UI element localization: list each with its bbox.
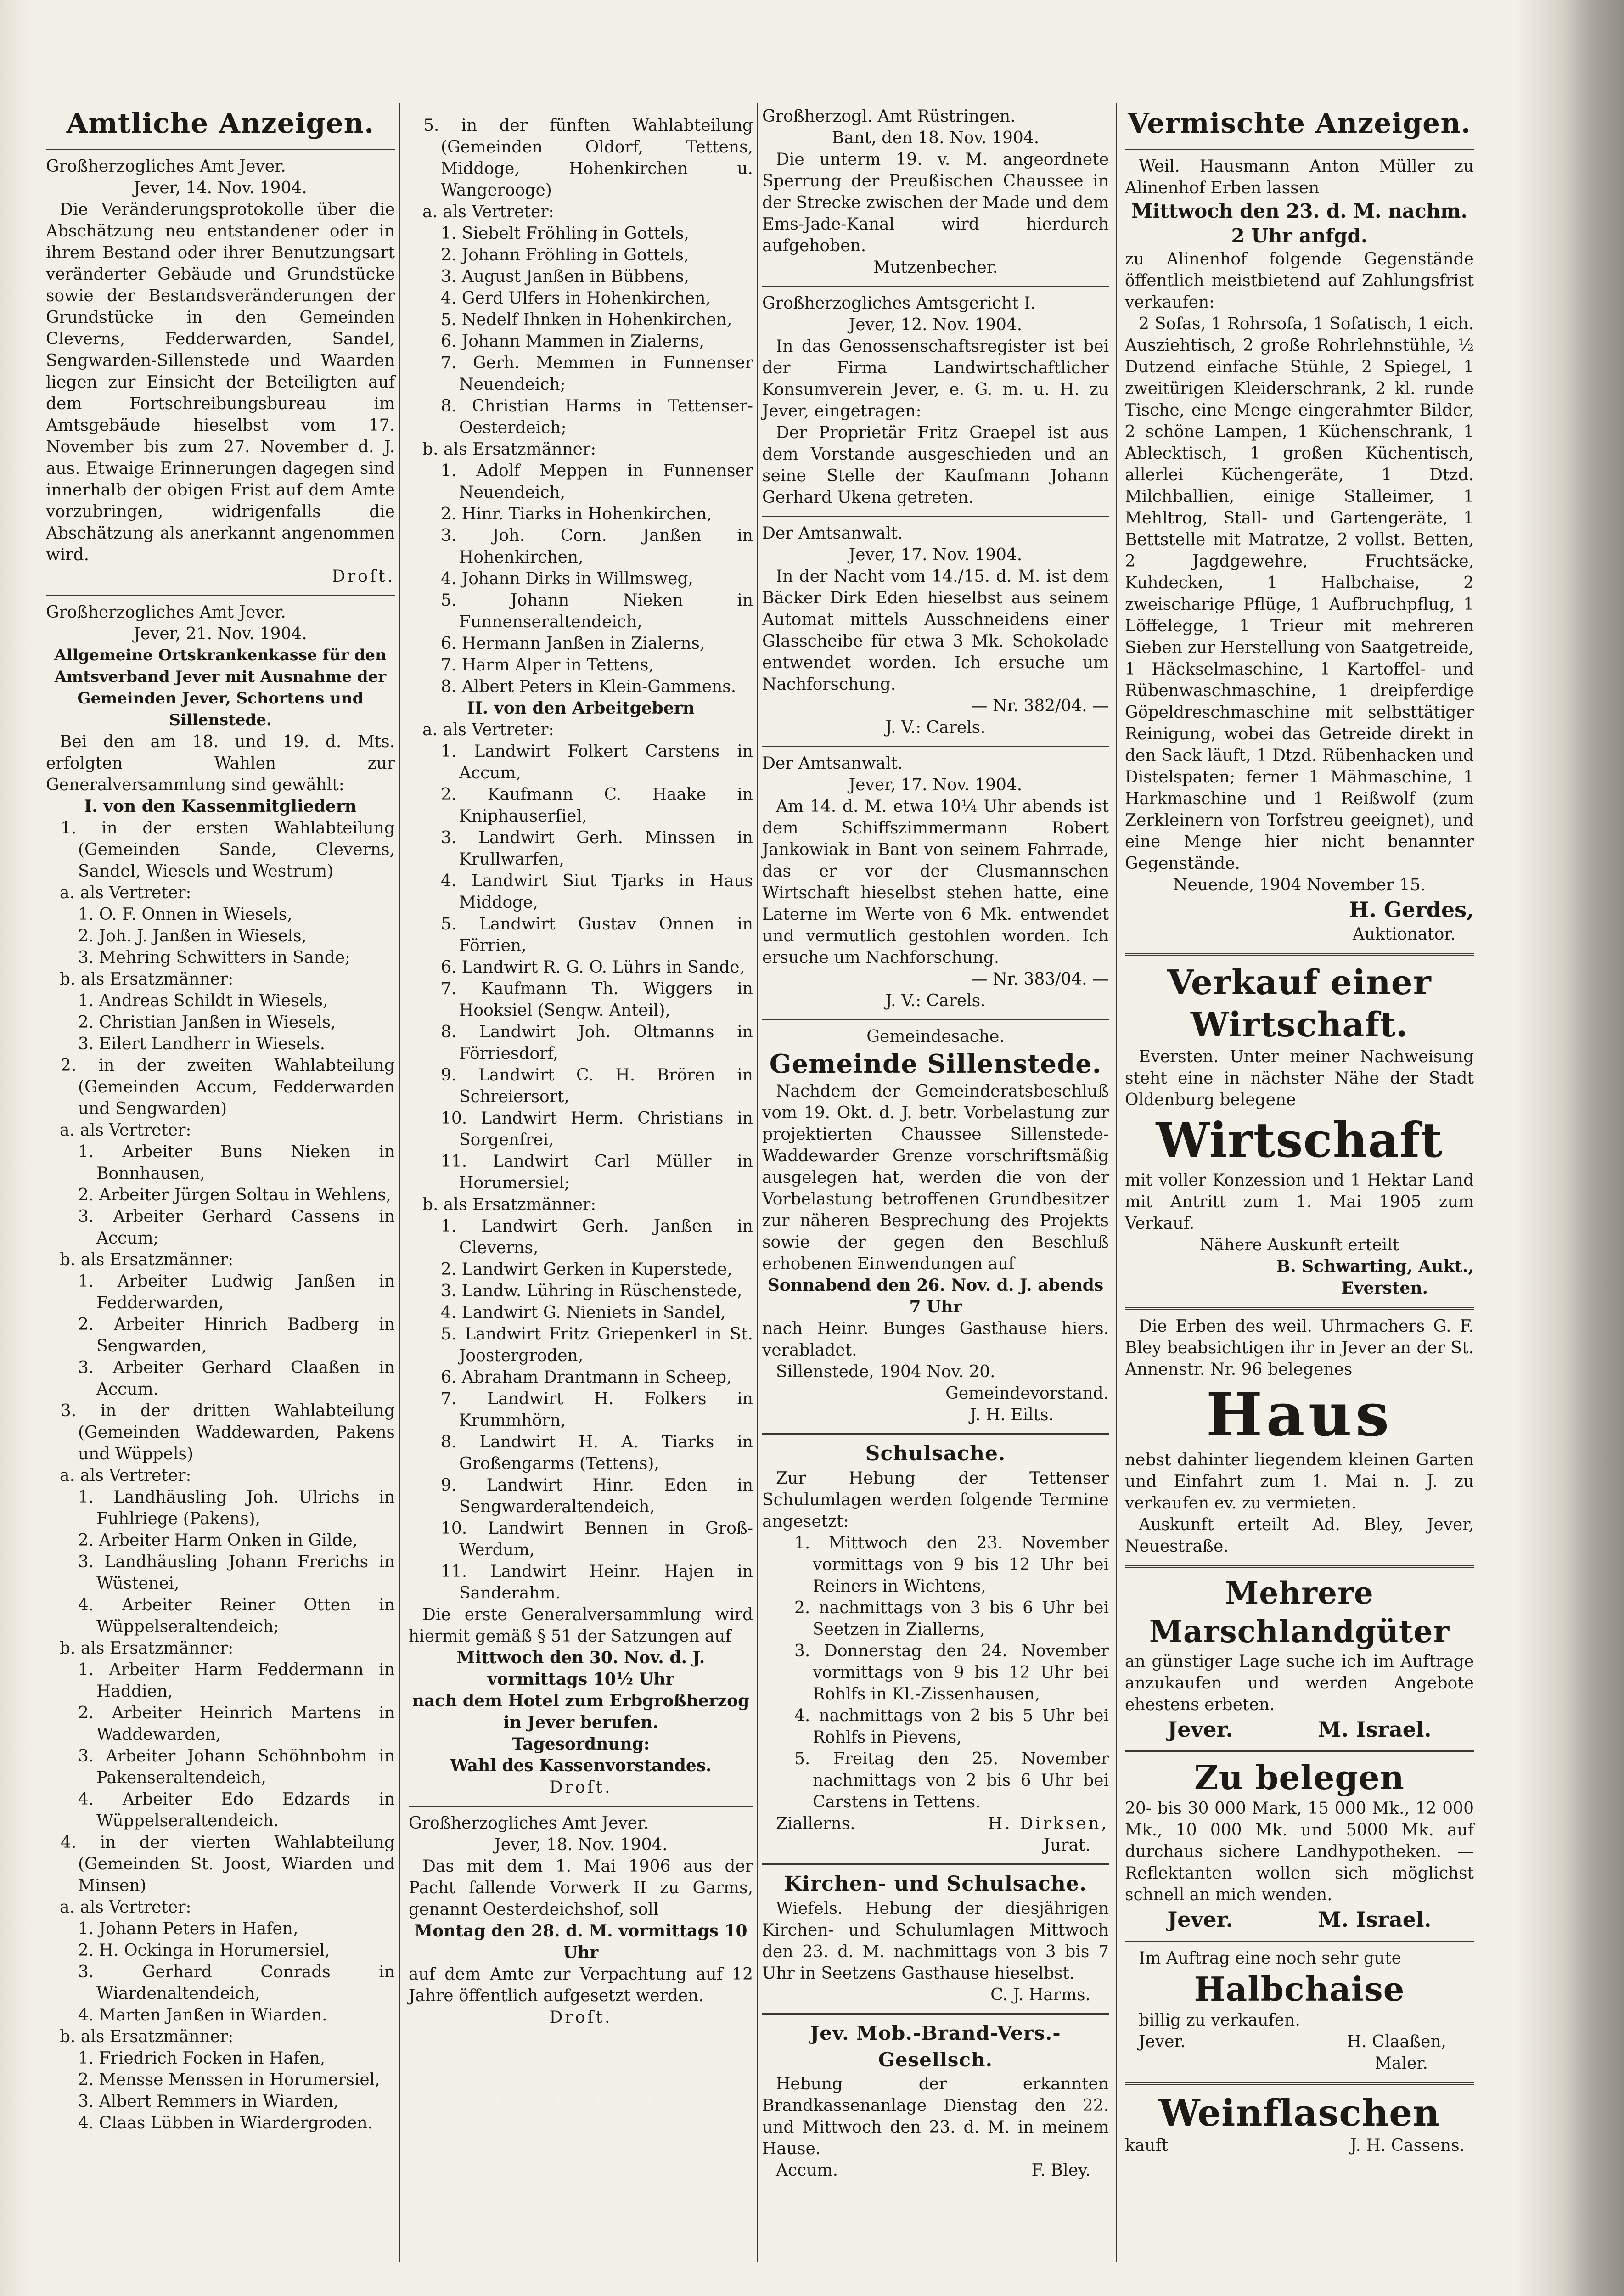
- list-item: 6. Johann Mammen in Zialerns,: [441, 332, 705, 351]
- list-item: 4. Johann Dirks in Willmsweg,: [441, 569, 693, 588]
- list-item: 2. Landwirt Gerken in Kuperstede,: [441, 1260, 732, 1279]
- list-item: 6. Landwirt R. G. O. Lührs in Sande,: [441, 958, 745, 977]
- list-item: 5. Freitag den 25. November nachmittags von 2 bis 6 Uhr bei Carstens in Tettens.: [794, 1750, 1109, 1812]
- divider: [1125, 2082, 1474, 2085]
- list-item: 2. H. Ockinga in Horumersiel,: [78, 1941, 330, 1960]
- list-item: 5. Landwirt Fritz Griepenkerl in St. Joostergroden,: [441, 1325, 753, 1365]
- role-label: a. als Vertreter:: [60, 1121, 191, 1140]
- notice-authority: Großherzogliches Amtsgericht I.: [762, 294, 1036, 313]
- notice-place: Ziallerns.: [776, 1814, 855, 1833]
- notice-intro: Zur Hebung der Tettenser Schulumlagen werden folgende Termine angesetzt:: [762, 1469, 1109, 1531]
- ad-body: nebst dahinter liegendem kleinen Garten und Einfahrt zum 1. Mai n. J. zu verkaufen ev. zu vermieten.: [1125, 1451, 1474, 1513]
- notice-authority: Der Amtsanwalt.: [762, 524, 903, 543]
- ad-role: Auktionator.: [1352, 925, 1455, 944]
- ad-headline: Haus: [1206, 1379, 1393, 1450]
- divider: [762, 1863, 1109, 1865]
- notice-signature: Droſt.: [549, 2008, 613, 2027]
- list-item: 2. Joh. J. Janßen in Wiesels,: [78, 927, 307, 945]
- notice-body: Das mit dem 1. Mai 1906 aus der Pacht fallende Vorwerk II zu Garms, genannt Oesterdeichshof, soll: [409, 1857, 753, 1919]
- divider: [762, 286, 1109, 287]
- ad-role: Maler.: [1375, 2054, 1428, 2073]
- ad-title: Wirtschaft.: [1190, 1005, 1409, 1045]
- list-item: 4. nachmittags von 2 bis 5 Uhr bei Rohlfs in Pievens,: [794, 1706, 1109, 1747]
- notice-body: Nachdem der Gemeinderatsbeschluß vom 19. Okt. d. J. betr. Vorbelastung zur projektierten Chaussee Sillenstede-Waddewarder Grenze vorschriftsmäßig ausgelegen hat, werden die von der Vorbelastung betroffenen Grundbesitzer zur näheren Besprechung des Projekts sowie der gegen den Beschluß erhobenen Einwendungen auf: [762, 1082, 1109, 1273]
- list-item: 1. Siebelt Fröhling in Gottels,: [441, 224, 690, 243]
- notice-category: Schulsache.: [865, 1442, 1006, 1465]
- list-item: 1. Landwirt Gerh. Janßen in Cleverns,: [441, 1217, 753, 1257]
- ad-body: mit voller Konzession und 1 Hektar Land mit Antritt zum 1. Mai 1905 zum Verkauf.: [1125, 1171, 1474, 1233]
- divider: [409, 1806, 753, 1807]
- divider: [762, 746, 1109, 747]
- ad-body: an günstiger Lage suche ich im Auftrage anzukaufen und werden Angebote ehestens erbeten.: [1125, 1652, 1474, 1714]
- list-item: 2. Mensse Menssen in Horumersiel,: [78, 2071, 380, 2089]
- notice-authority: Großherzogliches Amt Jever.: [46, 157, 286, 176]
- ad-body: billig zu verkaufen.: [1139, 2011, 1300, 2030]
- list-item: 4. Marten Janßen in Wiarden.: [78, 2006, 327, 2025]
- role-label: a. als Vertreter:: [60, 884, 191, 902]
- role-label: b. als Ersatzmänner:: [60, 970, 234, 989]
- divider: [1125, 1565, 1474, 1568]
- list-item: 5. Nedelf Ihnken in Hohenkirchen,: [441, 310, 732, 329]
- list-item: 4. Arbeiter Reiner Otten in Wüppelseraltendeich;: [78, 1596, 395, 1636]
- agenda-label: Tagesordnung:: [511, 1734, 650, 1754]
- notice-place: Accum.: [776, 2161, 838, 2180]
- ad-date: Mittwoch den 23. d. M. nachm. 2 Uhr anfgd.: [1131, 200, 1468, 247]
- notice-signature: Droſt.: [549, 1778, 613, 1797]
- ad-headline: Wirtschaft: [1156, 1112, 1443, 1168]
- list-item: 8. Christian Harms in Tettenser-Oesterdeich;: [441, 397, 753, 437]
- notice-dateline: Bant, den 18. Nov. 1904.: [832, 129, 1040, 147]
- notice-authority: Der Amtsanwalt.: [762, 754, 903, 773]
- role-label: b. als Ersatzmänner:: [60, 1250, 234, 1269]
- list-item: 3. Landwirt Gerh. Minssen in Krullwarfen,: [441, 828, 753, 869]
- list-item: 6. Hermann Janßen in Zialerns,: [441, 634, 705, 653]
- notice-reference: — Nr. 383/04. —: [971, 970, 1109, 989]
- list-item: 2. Kaufmann C. Haake in Kniphauserſiel,: [441, 785, 753, 826]
- group-heading: 5. in der fünften Wahlabteilung (Gemeinden Oldorf, Tettens, Middoge, Hohenkirchen u. Wangerooge): [423, 116, 753, 200]
- list-item: 1. Friedrich Focken in Hafen,: [78, 2049, 326, 2068]
- list-item: 2. Johann Fröhling in Gottels,: [441, 246, 689, 264]
- list-item: 3. Arbeiter Gerhard Cassens in Accum;: [78, 1207, 395, 1248]
- notice-category: Jev. Mob.-Brand-Vers.-Gesellsch.: [810, 2022, 1061, 2071]
- group-heading: 2. in der zweiten Wahlabteilung (Gemeinden Accum, Fedderwarden und Sengwarden): [61, 1056, 395, 1118]
- ad-body: kauft: [1125, 2136, 1169, 2155]
- list-item: 7. Harm Alper in Tettens,: [441, 656, 654, 675]
- notice-category: Gemeindesache.: [866, 1027, 1005, 1046]
- ad-signature: M. Israel.: [1318, 1907, 1432, 1932]
- list-item: 4. Landwirt G. Nieniets in Sandel,: [441, 1303, 726, 1322]
- list-item: 3. Landw. Lühring in Rüschenstede,: [441, 1282, 742, 1300]
- divider: [762, 2013, 1109, 2015]
- notice-body: Am 14. d. M. etwa 10¼ Uhr abends ist dem Schiffszimmermann Robert Jankowiak in Bant von seinem Fahrrade, das er vor der Clusmannschen Wirtschaft hieselbst stehen hatte, eine Laterne im Werte von 6 Mk. entwendet und vermutlich gestohlen worden. Ich ersuche um Nachforschung.: [762, 797, 1109, 967]
- list-item: 3. Donnerstag den 24. November vormittags von 9 bis 12 Uhr bei Rohlfs in Kl.-Zissenhausen,: [794, 1642, 1109, 1704]
- column-rule: [399, 103, 400, 2262]
- list-item: 2. nachmittags von 3 bis 6 Uhr bei Seetzen in Ziallerns,: [794, 1598, 1109, 1639]
- ad-title: Verkauf einer: [1167, 963, 1432, 1002]
- column-2: [409, 115, 753, 2028]
- list-item: 1. Adolf Meppen in Funnenser Neuendeich,: [441, 461, 753, 502]
- notice-authority: Großherzogl. Amt Rüstringen.: [762, 107, 1016, 126]
- ad-title: Mehrere: [1225, 1575, 1374, 1611]
- divider: [46, 595, 395, 596]
- ad-body: 2 Sofas, 1 Rohrsofa, 1 Sofatisch, 1 eich. Ausziehtisch, 2 große Rohrlehnstühle, ½ Dutzend einfache Stühle, 2 Spiegel, 1 zweitürigen Kleiderschrank, 2 kl. runde Tische, eine Menge eingerahmter Bilder, 2 schöne Lampen, 1 Küchenschrank, 1 Ablecktisch, 1 großen Küchentisch, allerlei Küchengeräte, 1 Dtzd. Milchballien, einige Stalleimer, 1 Mehltrog, Stall- und Gartengeräte, 1 Bettstelle mit Matratze, 2 vollst. Betten, 2 Jagdgewehre, Fruchtsäcke, Kuhdecken, 1 Halbchaise, 2 zweischarige Pflüge, 1 Aufbruchpflug, 1 Löffelegge, 1 Trieur mit mehreren Sieben zur Herstellung von Saatgetreide, 1 Häckselmaschine, 1 Kartoffel- und Rübenwaschmaschine, 1 dreipferdige Göpeldreschmaschine mit selbsttätiger Reinigung, wobei das Getreide direkt in den Sack läuft, 1 Dtzd. Rübenhacken und Distelspaten; ferner 1 Mähmaschine, 1 Harkmaschine und 1 Reißwolf (zum Zerkleinern von Torfstreu geeignet), und eine Menge hier nicht benannter Gegenstände.: [1125, 315, 1474, 873]
- ad-place: Jever.: [1167, 1907, 1233, 1932]
- notice-title: Gemeinde Sillenstede.: [769, 1049, 1102, 1079]
- notice-dateline: Jever, 18. Nov. 1904.: [494, 1835, 668, 1854]
- notice-body: auf dem Amte zur Verpachtung auf 12 Jahre öffentlich aufgesetzt werden.: [409, 1965, 753, 2005]
- notice-authority: Großherzogliches Amt Jever.: [46, 603, 286, 622]
- list-item: 3. Eilert Landherr in Wiesels.: [78, 1035, 326, 1053]
- column-rule: [757, 103, 758, 2262]
- list-item: 5. Landwirt Gustav Onnen in Förrien,: [441, 915, 753, 955]
- list-item: 1. Johann Peters in Hafen,: [78, 1919, 298, 1938]
- ad-title: Marschlandgüter: [1149, 1614, 1450, 1649]
- notice-authority: Großherzogliches Amt Jever.: [409, 1814, 649, 1833]
- ad-signature: H. Claaßen,: [1347, 2032, 1446, 2051]
- list-item: 3. Mehring Schwitters in Sande;: [78, 948, 351, 967]
- list-item: 8. Landwirt H. A. Tiarks in Großengarms (Tettens),: [441, 1433, 753, 1473]
- list-item: 4. Landwirt Siut Tjarks in Haus Middoge,: [441, 872, 753, 912]
- list-item: 9. Landwirt C. H. Brören in Schreiersort,: [441, 1066, 753, 1106]
- notice-body: In das Genossenschaftsregister ist bei der Firma Landwirtschaftlicher Konsumverein Jever, e. G. m. u. H. zu Jever, eingetragen:: [762, 337, 1109, 421]
- divider: [762, 516, 1109, 517]
- role-label: a. als Vertreter:: [60, 1898, 191, 1917]
- list-item: 2. Hinr. Tiarks in Hohenkirchen,: [441, 505, 712, 523]
- ad-place: Eversten.: [1341, 1278, 1428, 1298]
- ad-info: Auskunft erteilt Ad. Bley, Jever, Neuestraße.: [1125, 1515, 1474, 1556]
- ad-info: Nähere Auskunft erteilt: [1199, 1236, 1399, 1255]
- notice-signature: Mutzenbecher.: [873, 258, 998, 277]
- ad-headline: Halbchaise: [1194, 1970, 1405, 2009]
- notice-body: Die Veränderungsprotokolle über die Abschätzung neu entstandener oder in ihrem Bestand oder ihrer Benutzungsart veränderter Gebäude und Grundstücke sowie der Bestandsveränderungen der Grundstücke in den Gemeinden Cleverns, Fedderwarden, Sandel, Sengwarden-Sillenstede und Waarden liegen zur Einsicht der Beteiligten auf dem Fortschreibungsbureau im Amtsgebäude hieselbst vom 17. November bis zum 27. November d. J. aus. Etwaige Erinnerungen dagegen sind innerhalb der obigen Frist auf dem Amte vorzubringen, widrigenfalls die Abschätzung als anerkannt angenommen wird.: [46, 200, 395, 564]
- notice-dateline: Jever, 21. Nov. 1904.: [134, 625, 307, 643]
- notice-body: nach Heinr. Bunges Gasthause hiers. verabladet.: [762, 1319, 1109, 1360]
- list-item: 9. Landwirt Hinr. Eden in Sengwarderaltendeich,: [441, 1476, 753, 1516]
- list-item: 4. Arbeiter Edo Edzards in Wüppelseraltendeich.: [78, 1790, 395, 1830]
- notice-signature: J. V.: Carels.: [885, 718, 986, 737]
- assembly-notice: Die erste Generalversammlung wird hiermit gemäß § 51 der Satzungen auf: [409, 1605, 753, 1646]
- notice-signature: Droſt.: [332, 567, 395, 586]
- notice-body: Wiefels. Hebung der diesjährigen Kirchen- und Schulumlagen Mittwoch den 23. d. M. nachmittags von 3 bis 7 Uhr in Seetzens Gasthause hieselbst.: [762, 1899, 1109, 1983]
- notice-dateline: Jever, 17. Nov. 1904.: [849, 546, 1023, 564]
- list-item: 3. Albert Remmers in Wiarden,: [78, 2092, 339, 2111]
- divider: [46, 149, 395, 150]
- list-item: 4. Gerd Ulfers in Hohenkirchen,: [441, 289, 711, 308]
- ad-signature: B. Schwarting, Aukt.,: [1276, 1257, 1474, 1276]
- ad-dateline: Neuende, 1904 November 15.: [1173, 876, 1426, 895]
- list-item: 1. Landhäusling Joh. Ulrichs in Fuhlriege (Pakens),: [78, 1488, 395, 1528]
- role-label: a. als Vertreter:: [60, 1466, 191, 1485]
- divider: [1125, 1307, 1474, 1310]
- subsection-heading: I. von den Kassenmitgliedern: [84, 797, 357, 816]
- list-item: 2. Arbeiter Harm Onken in Gilde,: [78, 1531, 358, 1550]
- role-label: b. als Ersatzmänner:: [60, 1639, 234, 1658]
- column-rule: [1116, 103, 1117, 2262]
- role-label: b. als Ersatzmänner:: [422, 440, 596, 459]
- list-item: 3. August Janßen in Bübbens,: [441, 267, 689, 286]
- ad-title: Weinflaschen: [1158, 2091, 1440, 2134]
- subsection-heading: II. von den Arbeitgebern: [467, 698, 695, 718]
- section-heading-misc: Vermischte Anzeigen.: [1128, 107, 1471, 140]
- notice-reference: — Nr. 382/04. —: [971, 697, 1109, 715]
- divider: [1125, 1941, 1474, 1942]
- agenda-item: Wahl des Kassenvorstandes.: [450, 1756, 712, 1775]
- list-item: 8. Landwirt Joh. Oltmanns in Förriesdorf,: [441, 1023, 753, 1063]
- divider: [1125, 953, 1474, 956]
- list-item: 1. Arbeiter Harm Feddermann in Haddien,: [78, 1660, 395, 1701]
- list-item: 10. Landwirt Bennen in Groß-Werdum,: [441, 1519, 753, 1559]
- list-item: 7. Landwirt H. Folkers in Krummhörn,: [441, 1390, 753, 1430]
- notice-dateline: Sillenstede, 1904 Nov. 20.: [776, 1362, 995, 1381]
- ad-signature: M. Israel.: [1318, 1717, 1432, 1742]
- list-item: 1. Andreas Schildt in Wiesels,: [78, 991, 328, 1010]
- notice-dateline: Jever, 12. Nov. 1904.: [849, 315, 1023, 334]
- list-item: 11. Landwirt Carl Müller in Horumersiel;: [441, 1152, 753, 1193]
- list-item: 2. Arbeiter Jürgen Soltau in Wehlens,: [78, 1186, 392, 1204]
- list-item: 5. Johann Nieken in Funnenseraltendeich,: [441, 591, 753, 631]
- role-label: b. als Ersatzmänner:: [422, 1195, 596, 1214]
- ad-body: Die Erben des weil. Uhrmachers G. F. Bley beabsichtigen ihr in Jever an der St. Annenstr. Nr. 96 belegenes: [1125, 1317, 1474, 1379]
- role-label: b. als Ersatzmänner:: [60, 2027, 234, 2046]
- section-heading-official: Amtliche Anzeigen.: [66, 107, 375, 140]
- list-item: 11. Landwirt Heinr. Hajen in Sanderahm.: [441, 1562, 753, 1603]
- ad-body: Eversten. Unter meiner Nachweisung steht eine in nächster Nähe der Stadt Oldenburg belegene: [1125, 1047, 1474, 1109]
- list-item: 3. Arbeiter Johann Schöhnbohm in Pakenseraltendeich,: [78, 1747, 395, 1787]
- ad-body: zu Alinenhof folgende Gegenstände öffentlich meistbietend auf Zahlungsfrist verkaufen:: [1125, 250, 1474, 312]
- list-item: 3. Arbeiter Gerhard Claaßen in Accum.: [78, 1358, 395, 1399]
- group-heading: 3. in der dritten Wahlabteilung (Gemeinden Waddewarden, Pakens und Wüppels): [61, 1401, 395, 1463]
- list-item: 3. Gerhard Conrads in Wiardenaltendeich,: [78, 1963, 395, 2003]
- notice-date: Montag den 28. d. M. vormittags 10 Uhr: [414, 1921, 747, 1962]
- notice-intro: Bei den am 18. und 19. d. Mts. erfolgten Wahlen zur Generalversammlung sind gewählt:: [46, 732, 395, 794]
- notice-body: Die unterm 19. v. M. angeordnete Sperrung der Preußischen Chaussee in der Strecke zwischen der Made und dem Ems-Jade-Kanal wird hierdurch aufgehoben.: [762, 150, 1109, 255]
- list-item: 2. Arbeiter Hinrich Badberg in Sengwarden,: [78, 1315, 395, 1356]
- notice-signature: J. H. Eilts.: [970, 1406, 1054, 1424]
- divider: [1125, 1750, 1474, 1752]
- notice-body: Hebung der erkannten Brandkassenanlage Dienstag den 22. und Mittwoch den 23. d. M. in meinem Hause.: [762, 2075, 1109, 2158]
- group-heading: 4. in der vierten Wahlabteilung (Gemeinden St. Joost, Wiarden und Minsen): [61, 1833, 395, 1895]
- list-item: 1. Mittwoch den 23. November vormittags von 9 bis 12 Uhr bei Reiners in Wichtens,: [794, 1534, 1109, 1596]
- notice-signature: Gemeindevorstand.: [945, 1384, 1109, 1403]
- notice-category: Kirchen- und Schulsache.: [784, 1872, 1087, 1896]
- list-item: 6. Abraham Drantmann in Scheep,: [441, 1368, 732, 1387]
- role-label: a. als Vertreter:: [422, 203, 554, 221]
- ad-title: Zu belegen: [1194, 1758, 1405, 1797]
- list-item: 3. Landhäusling Johann Frerichs in Wüstenei,: [78, 1553, 395, 1593]
- divider: [762, 1433, 1109, 1435]
- notice-role: Jurat.: [1043, 1836, 1090, 1855]
- list-item: 1. Arbeiter Ludwig Janßen in Fedderwarden,: [78, 1272, 395, 1312]
- list-item: 1. Landwirt Folkert Carstens in Accum,: [441, 742, 753, 782]
- ad-place: Jever.: [1139, 2032, 1186, 2051]
- notice-signature: H. Dirksen,: [988, 1814, 1109, 1833]
- notice-dateline: Jever, 14. Nov. 1904.: [134, 179, 307, 197]
- list-item: 10. Landwirt Herm. Christians in Sorgenfrei,: [441, 1109, 753, 1149]
- list-item: 1. Arbeiter Buns Nieken in Bonnhausen,: [78, 1142, 395, 1183]
- divider: [1125, 149, 1474, 150]
- notice-dateline: Jever, 17. Nov. 1904.: [849, 776, 1023, 794]
- ad-body: Im Auftrag eine noch sehr gute: [1139, 1949, 1401, 1968]
- list-item: 7. Gerh. Memmen in Funnenser Neuendeich;: [441, 354, 753, 394]
- list-item: 4. Claas Lübben in Wiardergroden.: [78, 2114, 373, 2133]
- assembly-date: Mittwoch den 30. Nov. d. J. vormittags 10½ Uhr: [456, 1648, 705, 1689]
- notice-signature: J. V.: Carels.: [885, 991, 986, 1010]
- notice-date: Sonnabend den 26. Nov. d. J. abends 7 Uhr: [767, 1276, 1104, 1317]
- ad-place: Jever.: [1167, 1717, 1233, 1742]
- notice-title: Allgemeine Ortskrankenkasse für den Amtsverband Jever mit Ausnahme der Gemeinden Jever, Schortens und Sillenstede.: [54, 646, 387, 729]
- list-item: 1. O. F. Onnen in Wiesels,: [78, 905, 292, 924]
- ad-signature: H. Gerdes,: [1349, 897, 1474, 922]
- list-item: 2. Christian Janßen in Wiesels,: [78, 1013, 336, 1032]
- notice-signature: F. Bley.: [1031, 2161, 1090, 2180]
- notice-body: Der Proprietär Fritz Graepel ist aus dem Vorstande ausgeschieden und an seine Stelle der Kaufmann Johann Gerhard Ukena getreten.: [762, 423, 1109, 507]
- column-4: [1125, 106, 1474, 2156]
- column-3: [762, 106, 1109, 2181]
- list-item: 3. Joh. Corn. Janßen in Hohenkirchen,: [441, 526, 753, 567]
- divider: [762, 1019, 1109, 1020]
- group-heading: 1. in der ersten Wahlabteilung (Gemeinden Sande, Cleverns, Sandel, Wiesels und Westrum): [61, 819, 395, 881]
- ad-intro: Weil. Hausmann Anton Müller zu Alinenhof Erben lassen: [1125, 157, 1474, 197]
- list-item: 8. Albert Peters in Klein-Gammens.: [441, 677, 736, 696]
- role-label: a. als Vertreter:: [422, 720, 554, 739]
- list-item: 2. Arbeiter Heinrich Martens in Waddewarden,: [78, 1704, 395, 1744]
- ad-body: 20- bis 30 000 Mark, 15 000 Mk., 12 000 Mk., 10 000 Mk. und 5000 Mk. auf durchaus sichere Landhypotheken. — Reflektanten wollen sich möglichst schnell an mich wenden.: [1125, 1799, 1474, 1904]
- list-item: 7. Kaufmann Th. Wiggers in Hooksiel (Sengw. Anteil),: [441, 979, 753, 1020]
- column-1: [46, 106, 395, 2134]
- notice-signature: C. J. Harms.: [990, 1986, 1090, 2004]
- notice-body: In der Nacht vom 14./15. d. M. ist dem Bäcker Dirk Eden hieselbst aus seinem Automat mittels Ausschneidens einer Glasscheibe für etwa 3 Mk. Schokolade entwendet worden. Ich ersuche um Nachforschung.: [762, 567, 1109, 694]
- assembly-place: nach dem Hotel zum Erbgroßherzog in Jever berufen.: [412, 1691, 750, 1732]
- ad-signature: J. H. Cassens.: [1350, 2136, 1465, 2155]
